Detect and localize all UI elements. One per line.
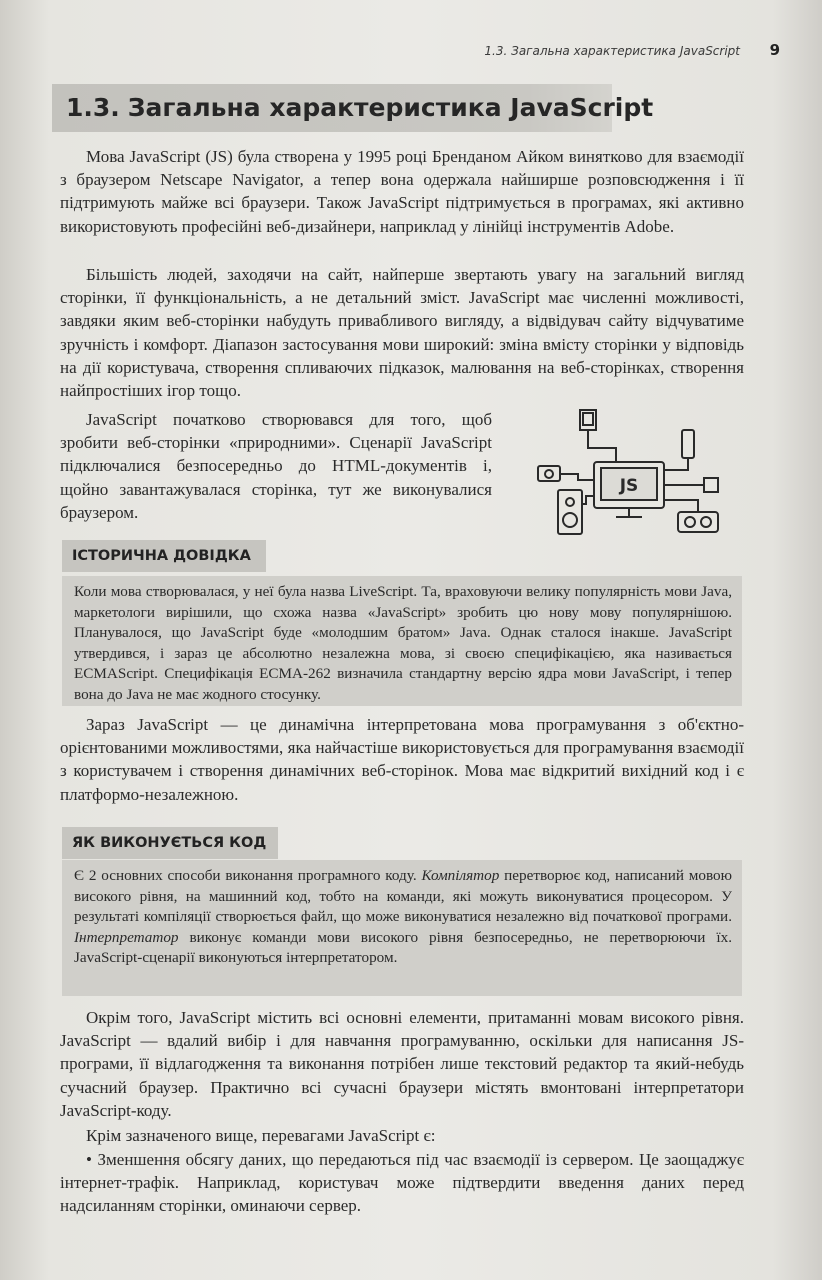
js-label: JS — [619, 476, 639, 496]
running-head: 1.3. Загальна характеристика JavaScript — [484, 44, 740, 58]
section-number: 1.3. — [66, 93, 120, 122]
exec-box-title: ЯК ВИКОНУЄТЬСЯ КОД — [62, 827, 278, 859]
paragraph-definition: Зараз JavaScript — це динамічна інтерпретована мова програмування з об'єктно-орієнтованими можливостями, яка найчастіше використовується для програмування взаємодії з користувачем і створення динамічних веб-сторінок. Мова має відкритий вихідний код і є платформо-незалежною. — [60, 715, 744, 804]
exec-text-part: перетворює код, написаний мовою високого рівня, на машинний код, тобто на команди, які можуть виконуватися процесором. У результаті компіляції створюється файл, що може виконуватися незалежно від початкової програми. — [74, 867, 733, 925]
section-title — [52, 84, 654, 132]
page-number: 9 — [769, 41, 780, 59]
history-box — [62, 576, 742, 706]
paragraph-features: Більшість людей, заходячи на сайт, найперше звертають увагу на загальний вигляд сторінки, її функціональність, а не детальний зміст. JavaScript має численні можливості, завдяки яким веб-сторінки набудуть привабливого вигляду, а відвідувач сайту відчуватиме зручність і комфорт. Діапазон застосування мови широкий: зміна вмісту сторінки у відповідь на дії користувача, створення спливаючих підказок, малювання на веб-сторінках, створення найпростіших ігор тощо. — [60, 265, 744, 401]
paragraph-advantages-intro: Крім зазначеного вище, перевагами JavaScript є: — [86, 1126, 436, 1145]
exec-box — [62, 860, 742, 996]
list-item-advantage: • Зменшення обсягу даних, що передаються під час взаємодії із сервером. Це заощаджує інтернет-трафік. Наприклад, користувач може підтвердити введення даних перед надсиланням сторінки, оминаючи сервер. — [60, 1150, 744, 1216]
paragraph-high-level: Окрім того, JavaScript містить всі основні елементи, притаманні мовам високого рівня. JavaScript — вдалий вибір і для навчання програмуванню, оскільки для написання JS-програми, її відлагодження та виконання потрібен лише текстовий редактор та який-небудь сучасний браузер. Практично всі сучасні браузери містять вмонтовані інтерпретатори JavaScript-коду. — [60, 1008, 744, 1120]
exec-text-part: виконує команди мови високого рівня безпосередньо, не перетворюючи їх. JavaScript-сценарії виконуються інтерпретатором. — [74, 928, 732, 966]
history-box-text: Коли мова створювалася, у неї була назва LiveScript. Та, враховуючи велику популярність мови Java, маркетологи вирішили, що схожа назва «JavaScript» зробить цю нову мову популярнішою. Планувалося, що JavaScript буде «молодшим братом» Java. Однак сталося інакше. JavaScript утвердився, і зараз це абсолютно незалежна мова, зі своєю специфікацією, яка називається ECMAScript. Специфікація ECMA-262 визначила стандартну версію ядра мови JavaScript, і тепер вона до Java не має жодного стосунку. — [74, 583, 732, 703]
exec-text-part: Є 2 основних способи виконання програмного коду. — [74, 867, 422, 884]
js-devices-illustration — [528, 404, 734, 540]
paragraph-intro: Мова JavaScript (JS) була створена у 1995 році Бренданом Айком винятково для взаємодії з браузером Netscape Navigator, а тепер вона одержала найширше розповсюдження і її підтримують майже всі браузери. Також JavaScript підтримується в програмах, які активно використовують професійні веб-дизайнери, наприклад у лінійці інструментів Adobe. — [60, 147, 744, 236]
history-box-title: ІСТОРИЧНА ДОВІДКА — [62, 540, 266, 572]
term-interpreter: Інтерпретатор — [74, 928, 179, 946]
term-compiler: Компілятор — [421, 867, 500, 884]
paragraph-origin: JavaScript початково створювався для того, щоб зробити веб-сторінки «природними». Сценарії JavaScript підключалися безпосередньо до HTML-документів і, щойно завантажувалася сторінка, тут же виконувалися браузером. — [60, 410, 492, 522]
section-title-text: Загальна характеристика JavaScript — [127, 93, 654, 122]
exec-box-text — [74, 866, 732, 969]
